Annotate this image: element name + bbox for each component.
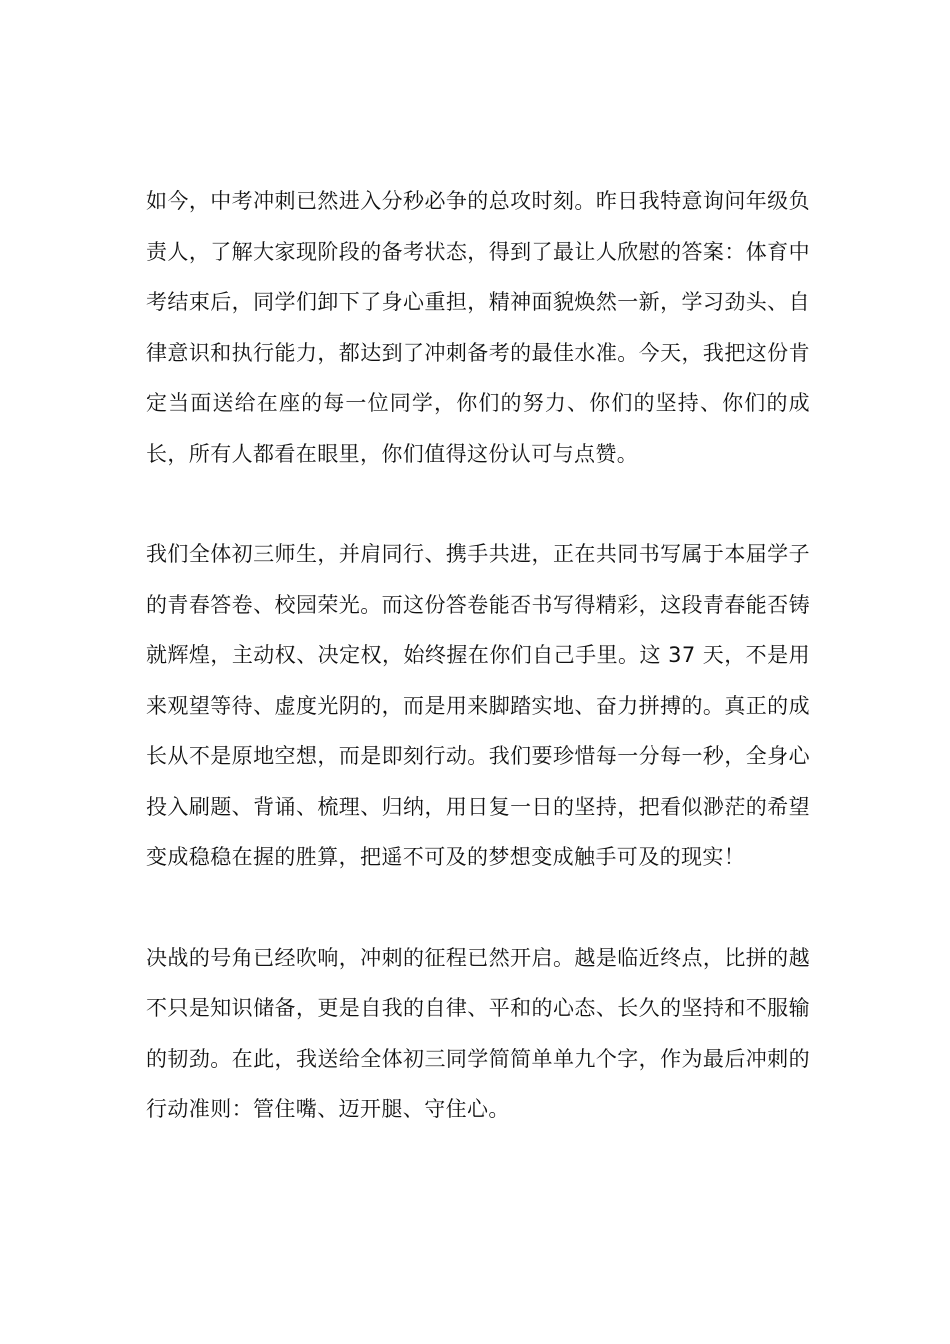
paragraph-3: 决战的号角已经吹响，冲刺的征程已然开启。越是临近终点，比拼的越不只是知识储备，更是自我的自律、平和的心态、长久的坚持和不服输的韧劲。在此，我送给全体初三同学简简单单九个字，作为最后冲刺的行动准则：管住嘴、迈开腿、守住心。 xyxy=(146,945,810,1121)
paragraph-1: 如今，中考冲刺已然进入分秒必争的总攻时刻。昨日我特意询问年级负责人，了解大家现阶段的备考状态，得到了最让人欣慰的答案：体育中考结束后，同学们卸下了身心重担，精神面貌焕然一新，学习劲头、自律意识和执行能力，都达到了冲刺备考的最佳水准。今天，我把这份肯定当面送给在座的每一位同学，你们的努力、你们的坚持、你们的成长，所有人都看在眼里，你们值得这份认可与点赞。 xyxy=(146,189,810,466)
document-body xyxy=(146,176,810,1135)
paragraph-2: 我们全体初三师生，并肩同行、携手共进，正在共同书写属于本届学子的青春答卷、校园荣光。而这份答卷能否书写得精彩，这段青春能否铸就辉煌，主动权、决定权，始终握在你们自己手里。这 37 天，不是用来观望等待、虚度光阴的，而是用来脚踏实地、奋力拼搏的。真正的成长从不是原地空想，而是即刻行动。我们要珍惜每一分每一秒，全身心投入刷题、背诵、梳理、归纳，用日复一日的坚持，把看似渺茫的希望变成稳稳在握的胜算，把遥不可及的梦想变成触手可及的现实！ xyxy=(146,542,810,869)
